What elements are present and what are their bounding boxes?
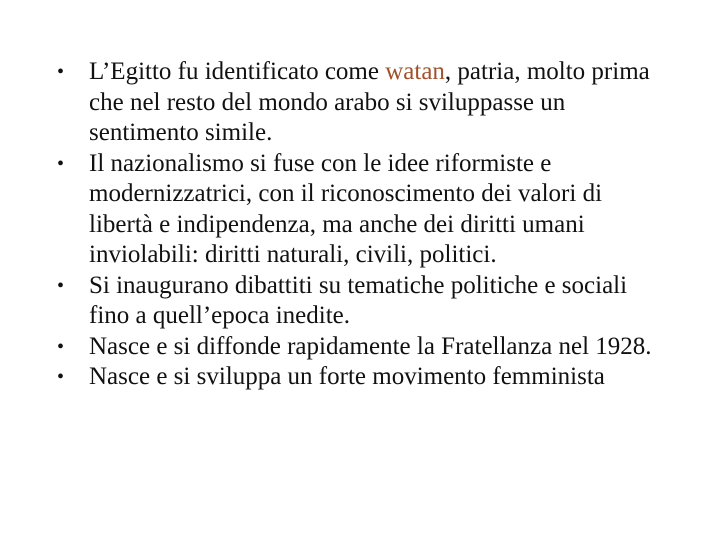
bullet-icon: • [57, 274, 65, 297]
bullet-text: Il nazionalismo si fuse con le idee riformiste e modernizzatrici, con il riconoscimento dei valori di libertà e indipendenza, ma anche dei diritti umani inviolabili: diritti naturali, civili, politici. [89, 149, 603, 268]
bullet-item-2 [57, 149, 660, 271]
bullet-icon: • [57, 152, 65, 175]
bullet-item-1 [57, 57, 660, 149]
bullet-list [57, 57, 660, 393]
bullet-icon: • [57, 335, 65, 358]
bullet-text: Nasce e si diffonde rapidamente la Fratellanza nel 1928. [89, 332, 652, 360]
bullet-item-3 [57, 271, 660, 332]
bullet-text-before: L’Egitto fu identificato come [89, 58, 386, 85]
bullet-item-4 [57, 332, 660, 363]
highlighted-term: watan [385, 58, 445, 85]
bullet-text: Si inaugurano dibattiti su tematiche politiche e sociali fino a quell’epoca inedite. [89, 271, 628, 329]
bullet-icon: • [57, 366, 65, 388]
bullet-icon: • [57, 61, 65, 83]
bullet-text: Nasce e si sviluppa un forte movimento femminista [89, 363, 605, 390]
bullet-item-5 [57, 362, 660, 393]
bullet-text-after: , patria, molto prima che nel resto del mondo arabo si sviluppasse un sentimento simile. [89, 58, 650, 146]
